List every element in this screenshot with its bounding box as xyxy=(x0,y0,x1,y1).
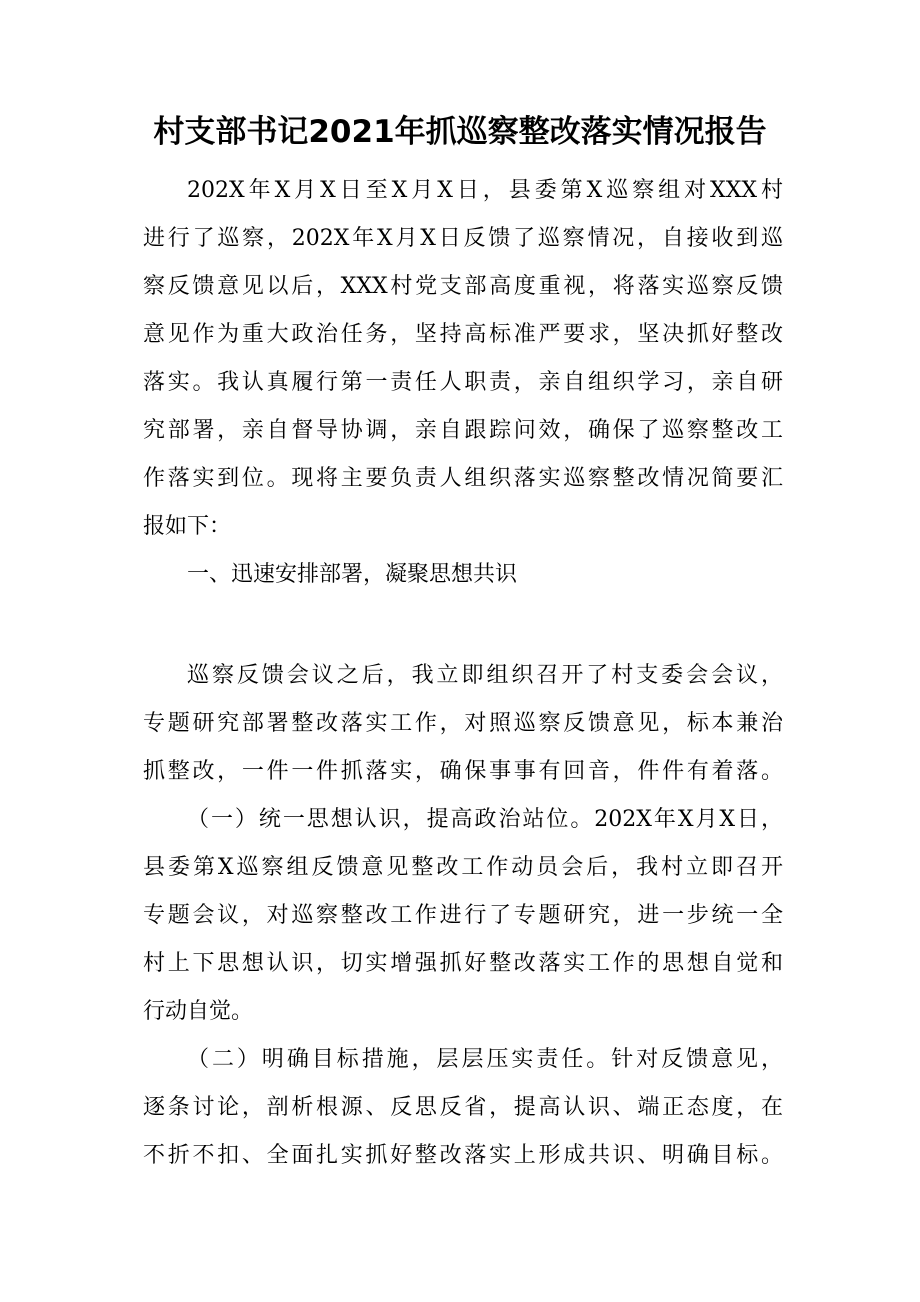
section-heading-1: 一、迅速安排部署，凝聚思想共识 xyxy=(187,562,518,587)
paragraph-1-line-1: 202X年X月X日至X月X日，县委第X巡察组对XXX村 xyxy=(187,178,783,203)
document-title: 村支部书记2021年抓巡察整改落实情况报告 xyxy=(153,114,767,150)
paragraph-1-line-8: 报如下： xyxy=(143,514,232,539)
paragraph-4-line-3: 不折不扣、全面扎实抓好整改落实上形成共识、明确目标。 xyxy=(143,1143,783,1168)
paragraph-2-line-1: 巡察反馈会议之后，我立即组织召开了村支委会会议， xyxy=(187,663,783,688)
paragraph-1-line-4: 意见作为重大政治任务，坚持高标准严要求，坚决抓好整改 xyxy=(143,322,783,347)
paragraph-2-line-2: 专题研究部署整改落实工作，对照巡察反馈意见，标本兼治 xyxy=(143,711,783,736)
paragraph-1-line-6: 究部署，亲自督导协调，亲自跟踪问效，确保了巡察整改工 xyxy=(143,418,783,443)
paragraph-3-line-5: 行动自觉。 xyxy=(143,999,254,1024)
paragraph-3-line-4: 村上下思想认识，切实增强抓好整改落实工作的思想自觉和 xyxy=(143,951,783,976)
paragraph-3-line-2: 县委第X巡察组反馈意见整改工作动员会后，我村立即召开 xyxy=(143,855,783,880)
paragraph-1-line-7: 作落实到位。现将主要负责人组织落实巡察整改情况简要汇 xyxy=(143,466,783,491)
paragraph-3-line-1: （一）统一思想认识，提高政治站位。202X年X月X日， xyxy=(187,807,783,832)
paragraph-1-line-5: 落实。我认真履行第一责任人职责，亲自组织学习，亲自研 xyxy=(143,370,783,395)
paragraph-1-line-2: 进行了巡察，202X年X月X日反馈了巡察情况，自接收到巡 xyxy=(143,226,783,251)
paragraph-1-line-3: 察反馈意见以后，XXX村党支部高度重视，将落实巡察反馈 xyxy=(143,274,783,299)
paragraph-4-line-1: （二）明确目标措施，层层压实责任。针对反馈意见， xyxy=(187,1047,783,1072)
paragraph-3-line-3: 专题会议，对巡察整改工作进行了专题研究，进一步统一全 xyxy=(143,903,783,928)
paragraph-2-line-3: 抓整改，一件一件抓落实，确保事事有回音，件件有着落。 xyxy=(143,759,783,784)
paragraph-4-line-2: 逐条讨论，剖析根源、反思反省，提高认识、端正态度，在 xyxy=(143,1095,783,1120)
